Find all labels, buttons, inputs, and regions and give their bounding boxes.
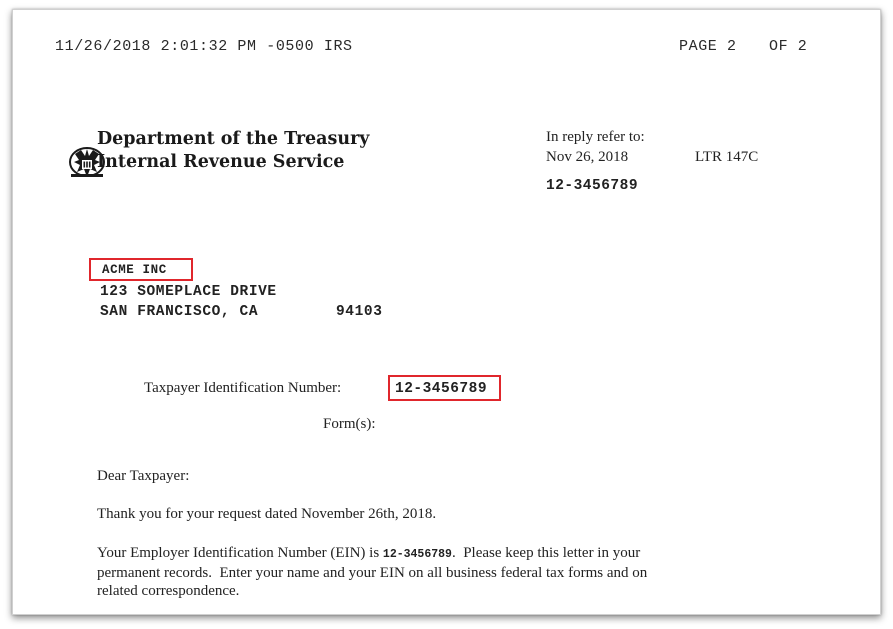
reply-date: Nov 26, 2018 — [546, 149, 629, 165]
ein-inline: 12-3456789 — [382, 548, 452, 561]
agency-name-line1: Department of the Treasury — [97, 129, 370, 149]
salutation: Dear Taxpayer: — [97, 468, 190, 484]
ein-sentence-suffix: . Please keep this letter in your — [451, 545, 641, 561]
address-city-state: SAN FRANCISCO, CA — [100, 304, 259, 320]
body-line-3: related correspondence. — [97, 583, 240, 599]
body-line-2: permanent records. Enter your name and your EIN on all business federal tax forms and on — [97, 565, 648, 581]
thanks-line: Thank you for your request dated November 26th, 2018. — [97, 506, 437, 522]
reply-refer-label: In reply refer to: — [546, 129, 645, 145]
forms-label: Form(s): — [323, 416, 376, 432]
print-timestamp: 11/26/2018 2:01:32 PM -0500 IRS — [55, 38, 353, 55]
page-number: PAGE 2 — [679, 38, 737, 55]
company-name: ACME INC — [102, 263, 167, 277]
company-name-highlight — [89, 258, 193, 281]
agency-name-line2: Internal Revenue Service — [97, 152, 345, 172]
irs-eagle-seal-icon — [51, 128, 91, 164]
address-street: 123 SOMEPLACE DRIVE — [100, 284, 277, 300]
letter-code: LTR 147C — [695, 149, 759, 165]
page-total: OF 2 — [769, 38, 808, 55]
tin-value: 12-3456789 — [395, 381, 488, 397]
ein-sentence-prefix: Your Employer Identification Number (EIN) is — [97, 545, 383, 561]
letter-page — [12, 9, 881, 615]
tin-label: Taxpayer Identification Number: — [144, 380, 342, 396]
tin-highlight — [388, 375, 501, 401]
ein-sentence — [97, 546, 640, 563]
address-zip: 94103 — [336, 304, 383, 320]
reply-ein: 12-3456789 — [546, 178, 639, 194]
